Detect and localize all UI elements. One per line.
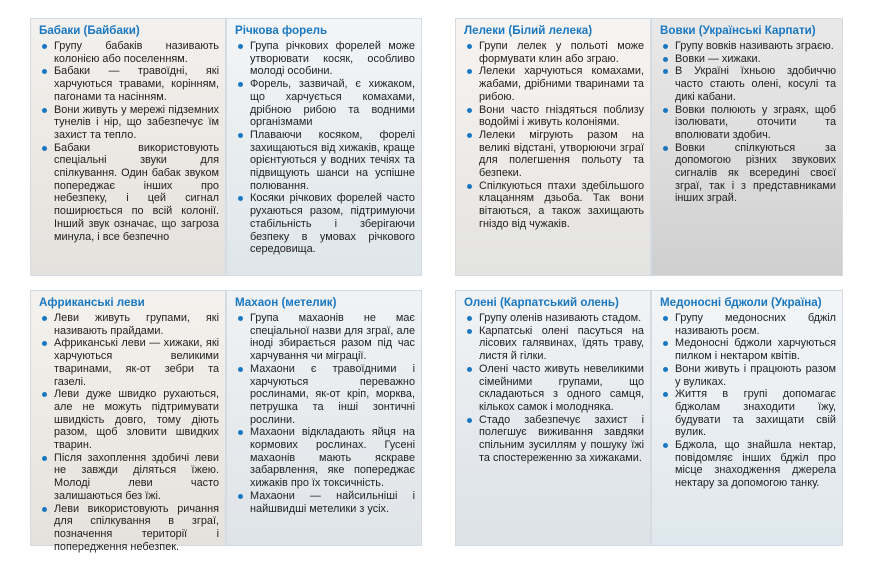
list-item: Лелеки мігрують разом на великі відстані, утворюючи зграї для полегшення польоту та безпеки. — [464, 129, 644, 180]
list-item: Плаваючи косяком, форелі захищаються від хижаків, краще орієнтуються у водних течіях та підвищують шанси на успішне полювання. — [235, 129, 415, 193]
list-item: Групу вовків називають зграєю. — [660, 40, 836, 53]
card-list — [464, 40, 644, 231]
list-item: Вовки полюють у зграях, щоб ізолювати, оточити та вполювати здобич. — [660, 104, 836, 142]
list-item: Махаони відкладають яйця на кормових рослинах. Гусені махаонів мають яскраве забарвлення, яке попереджає хижаків про їх токсичність. — [235, 426, 415, 490]
list-item: Олені часто живуть невеликими сімейними групами, що складаються з одного самця, кількох самок і молодняка. — [464, 363, 644, 414]
card-swallowtail — [226, 290, 422, 546]
list-item: Вони живуть у мережі підземних тунелів і нір, що забезпечує їм захист та тепло. — [39, 104, 219, 142]
list-item: Махаони є травоїдними і харчуються переважно рослинами, як-от кріп, морква, петрушка та інші зонтичні рослини. — [235, 363, 415, 427]
card-title: Вовки (Українські Карпати) — [660, 24, 816, 37]
list-item: В Україні їхньою здобиччю часто стають олені, косулі та дикі кабани. — [660, 65, 836, 103]
list-item: Групи лелек у польоті може формувати клин або зграю. — [464, 40, 644, 65]
card-list — [39, 312, 219, 553]
list-item: Бджола, що знайшла нектар, повідомляє інших бджіл про місце знаходження джерела нектару за допомогою танку. — [660, 439, 836, 490]
card-title: Річкова форель — [235, 24, 328, 37]
list-item: Леви використовують ричання для спілкування в зграї, позначення території і попередження небезпек. — [39, 503, 219, 554]
list-item: Після захоплення здобичі леви не завжди діляться їжею. Молоді леви часто залишаються без їжі. — [39, 452, 219, 503]
list-item: Вовки спілкуються за допомогою різних звукових сигналів як всередині своєї зграї, так і з представниками інших зграй. — [660, 142, 836, 206]
card-list — [464, 312, 644, 464]
card-list — [235, 312, 415, 515]
list-item: Леви живуть групами, які називають прайдами. — [39, 312, 219, 337]
card-lions — [30, 290, 226, 553]
list-item: Вони живуть і працюють разом у вуликах. — [660, 363, 836, 388]
list-item: Група махаонів не має спеціальної назви для зграї, але іноді збирається разом під час харчування чи міграції. — [235, 312, 415, 363]
card-bees — [651, 290, 843, 546]
list-item: Спілкуються птахи здебільшого клацанням дзьоба. Так вони вітаються, а також захищають гніздо від чужаків. — [464, 180, 644, 231]
card-list — [235, 40, 415, 256]
list-item: Бабаки — травоїдні, які харчуються травами, корінням, пагонами та насінням. — [39, 65, 219, 103]
card-list — [39, 40, 219, 243]
list-item: Бабаки використовують спеціальні звуки для спілкування. Один бабак звуком попереджає інших про небезпеку, і цей сигнал поширюється по всій колонії. Інший звук означає, що загроза минула, і все безпечно — [39, 142, 219, 244]
card-deer — [455, 290, 651, 546]
list-item: Медоносні бджоли харчуються пилком і нектаром квітів. — [660, 337, 836, 362]
list-item: Африканські леви — хижаки, які харчуються великими тваринами, як-от зебри та газелі. — [39, 337, 219, 388]
list-item: Вони часто гніздяться поблизу водоймі і живуть колоніями. — [464, 104, 644, 129]
card-list — [660, 40, 836, 205]
card-trout — [226, 18, 422, 276]
list-item: Косяки річкових форелей часто рухаються разом, підтримуючи стабільність і зберігаючи безпеку в умовах річкового середовища. — [235, 192, 415, 256]
list-item: Карпатські олені пасуться на лісових галявинах, їдять траву, листя й гілки. — [464, 325, 644, 363]
card-wolves — [651, 18, 843, 276]
card-storks — [455, 18, 651, 276]
card-title: Медоносні бджоли (Україна) — [660, 296, 822, 309]
list-item: Групу оленів називають стадом. — [464, 312, 644, 325]
list-item: Леви дуже швидко рухаються, але не можуть підтримувати швидкість довго, тому діють разом, щоб зловити швидких тварин. — [39, 388, 219, 452]
list-item: Життя в групі допомагає бджолам знаходити їжу, будувати та захищати свій вулик. — [660, 388, 836, 439]
card-title: Лелеки (Білий лелека) — [464, 24, 593, 37]
list-item: Форель, зазвичай, є хижаком, що харчується комахами, дрібною рибою та водними організмами — [235, 78, 415, 129]
card-marmots — [30, 18, 226, 276]
list-item: Лелеки харчуються комахами, жабами, дрібними тваринами та рибою. — [464, 65, 644, 103]
card-list — [660, 312, 836, 490]
card-title: Махаон (метелик) — [235, 296, 337, 309]
list-item: Стадо забезпечує захист і полегшує виживання завдяки спільним зусиллям у пошуку їжі та спостереженню за хижаками. — [464, 414, 644, 465]
list-item: Вовки — хижаки. — [660, 53, 836, 66]
card-title: Африканські леви — [39, 296, 145, 309]
card-title: Олені (Карпатський олень) — [464, 296, 619, 309]
list-item: Група річкових форелей може утворювати косяк, особливо молоді особини. — [235, 40, 415, 78]
list-item: Махаони — найсильніші і найшвидші метелики з усіх. — [235, 490, 415, 515]
card-title: Бабаки (Байбаки) — [39, 24, 140, 37]
list-item: Групу медоносних бджіл називають роєм. — [660, 312, 836, 337]
list-item: Групу бабаків називають колонією або поселенням. — [39, 40, 219, 65]
